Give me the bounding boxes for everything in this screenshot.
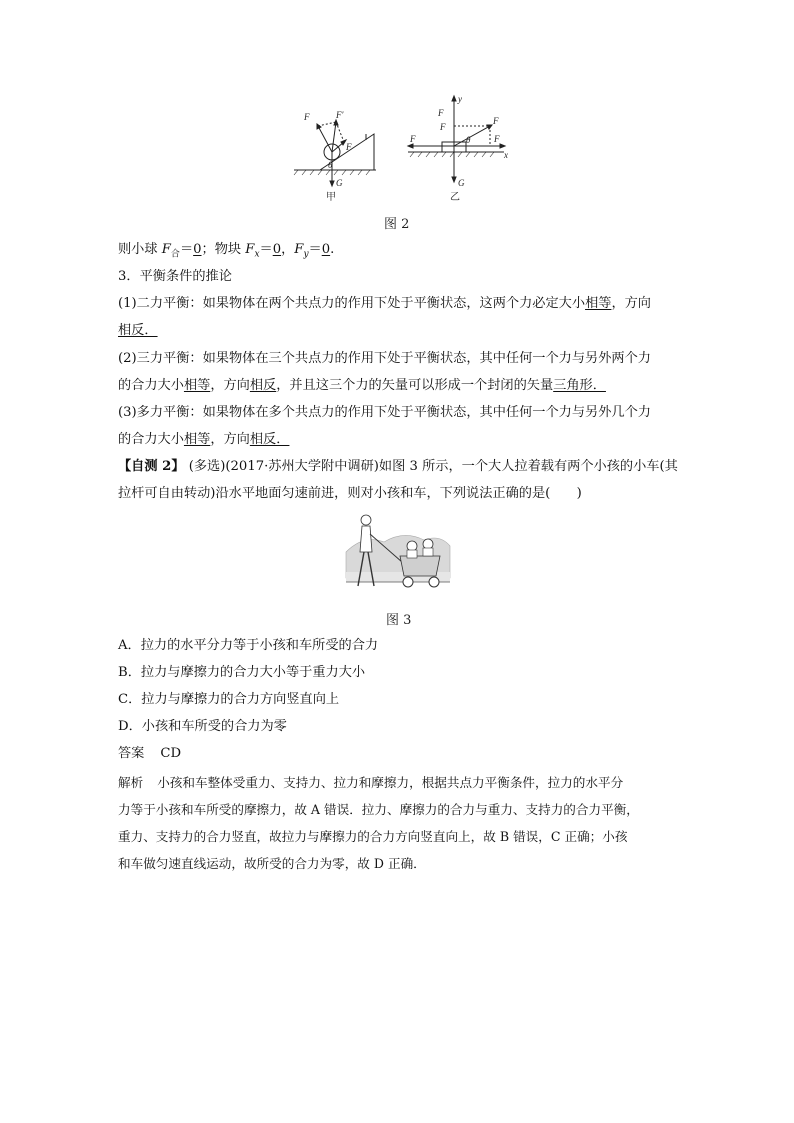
analysis-line — [118, 774, 623, 792]
label-theta-right: θ — [466, 135, 471, 145]
paragraph-text: (1)二力平衡：如果物体在两个共点力的作用下处于平衡状态，这两个力必定大小 — [118, 296, 586, 311]
answer-line — [118, 745, 181, 763]
paragraph-text: 的合力大小 — [118, 378, 184, 393]
figure-3-illustration — [344, 512, 452, 596]
answer-blank: 0 — [193, 242, 202, 257]
equals: ＝ — [308, 242, 322, 257]
answer-blank: 相等 — [183, 432, 211, 447]
label-f-left: F — [346, 142, 352, 152]
paragraph-line — [118, 322, 158, 340]
comma: ， — [281, 242, 295, 257]
answer-blank: 0 — [272, 242, 282, 257]
equals: ＝ — [179, 242, 194, 257]
answer-blank: 0 — [321, 242, 331, 257]
label-f-right: F — [493, 116, 499, 126]
subscript-x: x — [254, 249, 260, 260]
answer-blank: 相等 — [585, 296, 612, 311]
paragraph-text: ，方向 — [611, 296, 651, 311]
question-line — [118, 458, 678, 476]
label-g-right: G — [458, 178, 465, 188]
diagram-jia — [294, 120, 376, 186]
subscript-he: 合 — [170, 249, 180, 260]
label-yi: 乙 — [450, 192, 460, 203]
figure-2-caption: 图 2 — [384, 217, 410, 232]
answer-blank: 相等 — [183, 378, 211, 393]
symbol-f: F — [294, 242, 304, 257]
label-theta-left: θ — [328, 160, 333, 170]
diagram-yi — [408, 96, 505, 182]
answer-blank: 三角形． — [553, 378, 606, 393]
option-d: D．小孩和车所受的合力为零 — [118, 719, 287, 734]
paragraph-text: ，方向 — [210, 432, 250, 447]
label-jia: 甲 — [326, 192, 336, 203]
label-y-axis: y — [458, 94, 462, 104]
answer-blank: 相反． — [249, 432, 290, 447]
analysis-line: 重力、支持力的合力竖直，故拉力与摩擦力的合力方向竖直向上，故 B 错误，C 正确；小孩 — [118, 829, 628, 844]
period: . — [330, 242, 335, 257]
option-b: B．拉力与摩擦力的合力大小等于重力大小 — [118, 665, 366, 680]
paragraph-line — [118, 431, 289, 449]
analysis-line: 和车做匀速直线运动，故所受的合力为零，故 D 正确． — [118, 856, 426, 871]
label-x-axis: x — [504, 150, 508, 160]
paragraph-line — [118, 295, 651, 313]
answer-value: CD — [160, 746, 182, 761]
subscript-y: y — [303, 249, 309, 260]
figure-2-diagram — [290, 92, 530, 204]
label-fprime: F′ — [336, 110, 344, 120]
analysis-label: 解析 — [118, 775, 144, 790]
answer-label: 答案 — [118, 746, 145, 761]
paragraph-line: (2)三力平衡：如果物体在三个共点力的作用下处于平衡状态，其中任何一个力与另外两个力 — [118, 351, 651, 366]
symbol-f: F — [161, 242, 171, 257]
analysis-line: 力等于小孩和车所受的摩擦力，故 A 错误．拉力、摩擦力的合力与重力、支持力的合力平衡， — [118, 802, 639, 817]
paragraph-text: ，并且这三个力的矢量可以形成一个封闭的矢量 — [276, 378, 554, 393]
paragraph-text: 的合力大小 — [118, 432, 184, 447]
paragraph-line: (3)多力平衡：如果物体在多个共点力的作用下处于平衡状态，其中任何一个力与另外几个力 — [118, 405, 651, 420]
analysis-text: 小孩和车整体受重力、支持力、拉力和摩擦力，根据共点力平衡条件，拉力的水平分 — [157, 775, 624, 790]
label-fn-right: F — [438, 108, 444, 118]
result-line — [118, 241, 334, 264]
question-text: (多选)(2017·苏州大学附中调研)如图 3 所示，一个大人拉着载有两个小孩的小车(其 — [184, 459, 678, 474]
answer-blank: 相反． — [118, 323, 158, 338]
label-fn-left: F — [304, 112, 310, 122]
figure-3-caption: 图 3 — [386, 613, 412, 628]
label-f1: F — [494, 134, 500, 144]
question-line: 拉杆可自由转动)沿水平地面匀速前进，则对小孩和车，下列说法正确的是( ) — [118, 486, 582, 501]
result-text: ；物块 — [201, 242, 246, 257]
label-f2: F — [440, 122, 446, 132]
equals: ＝ — [259, 242, 273, 257]
question-tag: 【自测 2】 — [118, 459, 185, 474]
option-c: C．拉力与摩擦力的合力方向竖直向上 — [118, 692, 340, 707]
answer-blank: 相反 — [249, 378, 277, 393]
label-ff: F — [410, 134, 416, 144]
label-g-left: G — [336, 178, 343, 188]
section-heading: 3．平衡条件的推论 — [118, 269, 232, 284]
option-a: A．拉力的水平分力等于小孩和车所受的合力 — [118, 638, 379, 653]
result-text: 则小球 — [118, 242, 162, 257]
symbol-f: F — [245, 242, 255, 257]
paragraph-text: ，方向 — [210, 378, 250, 393]
paragraph-line — [118, 377, 606, 395]
